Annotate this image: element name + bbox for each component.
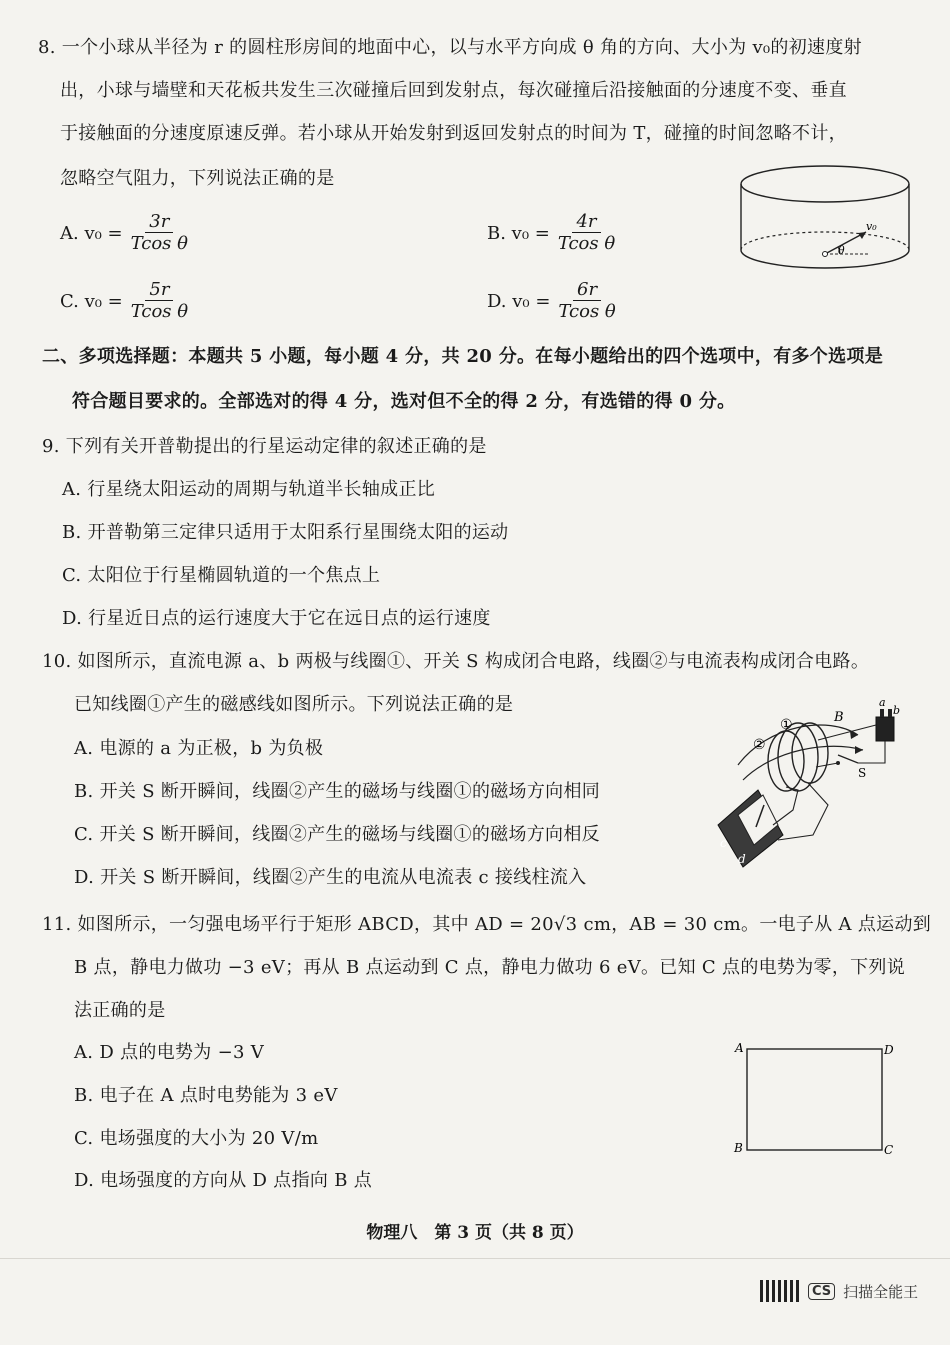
fraction (127, 280, 192, 323)
option-label: C. v₀ = (60, 291, 123, 312)
q10-option-d: D. 开关 S 断开瞬间，线圈②产生的电流从电流表 c 接线柱流入 (74, 867, 587, 888)
q8-option-a (60, 212, 192, 255)
q9-stem: 9. 下列有关开普勒提出的行星运动定律的叙述正确的是 (42, 436, 487, 457)
theta-label: θ (838, 244, 845, 257)
denominator: Tcos θ (558, 301, 616, 322)
section2-heading-line1: 二、多项选择题：本题共 5 小题，每小题 4 分，共 20 分。在每小题给出的四个选项中，有多个选项是 (42, 346, 883, 367)
switch-s-label: S (858, 766, 867, 780)
fraction (554, 280, 619, 323)
coil2-label: ② (753, 737, 766, 753)
q9-option-a: A. 行星绕太阳运动的周期与轨道半长轴成正比 (62, 479, 436, 500)
q10-option-b: B. 开关 S 断开瞬间，线圈②产生的磁场与线圈①的磁场方向相同 (74, 781, 601, 802)
q11-option-c: C. 电场强度的大小为 20 V/m (74, 1128, 319, 1149)
terminal-a-label: a (879, 696, 886, 709)
scanner-badge: CS (808, 1283, 835, 1300)
q8-option-b (487, 212, 619, 255)
q9-option-b: B. 开普勒第三定律只适用于太阳系行星围绕太阳的运动 (62, 522, 509, 543)
q8-stem-line4: 忽略空气阻力，下列说法正确的是 (60, 168, 335, 189)
q11-option-b: B. 电子在 A 点时电势能为 3 eV (74, 1085, 338, 1106)
scanner-watermark (760, 1280, 918, 1302)
terminal-c-label: c (720, 836, 727, 850)
coil-circuit-figure (698, 695, 908, 875)
denominator: Tcos θ (557, 233, 616, 254)
vertex-b-label: B (734, 1141, 743, 1155)
fraction (127, 212, 192, 255)
terminal-b-label: b (893, 704, 901, 717)
denominator: Tcos θ (130, 233, 188, 254)
rectangle-abcd-figure (730, 1038, 900, 1160)
q11-stem-line1: 11. 如图所示，一匀强电场平行于矩形 ABCD，其中 AD = 20√3 cm，AB = 30 cm。一电子从 A 点运动到 (42, 914, 932, 935)
numerator: 3r (145, 212, 173, 233)
q10-option-c: C. 开关 S 断开瞬间，线圈②产生的磁场与线圈①的磁场方向相反 (74, 824, 600, 845)
q8-stem-line2: 出，小球与墙壁和天花板共发生三次碰撞后回到发射点，每次碰撞后沿接触面的分速度不变、垂直 (60, 80, 847, 101)
section2-heading-line2: 符合题目要求的。全部选对的得 4 分，选对但不全的得 2 分，有选错的得 0 分。 (72, 391, 736, 412)
option-label: D. v₀ = (487, 291, 551, 312)
numerator: 6r (573, 280, 601, 301)
q10-stem-line1: 10. 如图所示，直流电源 a、b 两极与线圈①、开关 S 构成闭合电路，线圈②与电流表构成闭合电路。 (42, 651, 870, 672)
footer-divider (0, 1258, 950, 1259)
option-label: B. v₀ = (487, 223, 550, 244)
q10-stem-line2: 已知线圈①产生的磁感线如图所示。下列说法正确的是 (74, 694, 514, 715)
q8-stem-line1: 8. 一个小球从半径为 r 的圆柱形房间的地面中心，以与水平方向成 θ 角的方向、大小为 v₀的初速度射 (38, 37, 862, 58)
fraction (554, 212, 619, 255)
terminal-d-label: d (738, 852, 746, 866)
field-b-label: B (834, 710, 844, 725)
coil1-label: ① (780, 717, 793, 733)
option-label: A. v₀ = (60, 223, 123, 244)
q11-stem-line3: 法正确的是 (74, 1000, 166, 1021)
q11-option-d: D. 电场强度的方向从 D 点指向 B 点 (74, 1170, 373, 1191)
numerator: 5r (145, 280, 173, 301)
q10-option-a: A. 电源的 a 为正极，b 为负极 (74, 738, 324, 759)
page-footer: 物理八 第 3 页（共 8 页） (366, 1223, 584, 1243)
q8-option-d (487, 280, 620, 323)
vertex-d-label: D (884, 1043, 894, 1057)
vertex-a-label: A (735, 1041, 744, 1055)
vertex-c-label: C (884, 1143, 894, 1157)
denominator: Tcos θ (130, 301, 189, 322)
q11-option-a: A. D 点的电势为 −3 V (74, 1042, 265, 1063)
q8-stem-line3: 于接触面的分速度原速反弹。若小球从开始发射到返回发射点的时间为 T，碰撞的时间忽略不计， (60, 123, 847, 144)
v0-label: v₀ (866, 220, 877, 233)
q8-option-c (60, 280, 192, 323)
cylinder-room-figure (738, 162, 913, 272)
numerator: 4r (572, 212, 600, 233)
q9-option-d: D. 行星近日点的运行速度大于它在远日点的运行速度 (62, 608, 491, 629)
q11-stem-line2: B 点，静电力做功 −3 eV；再从 B 点运动到 C 点，静电力做功 6 eV。已知 C 点的电势为零，下列说 (74, 957, 906, 978)
q9-option-c: C. 太阳位于行星椭圆轨道的一个焦点上 (62, 565, 381, 586)
scanner-name: 扫描全能王 (843, 1282, 919, 1301)
qr-code-icon (760, 1280, 800, 1302)
